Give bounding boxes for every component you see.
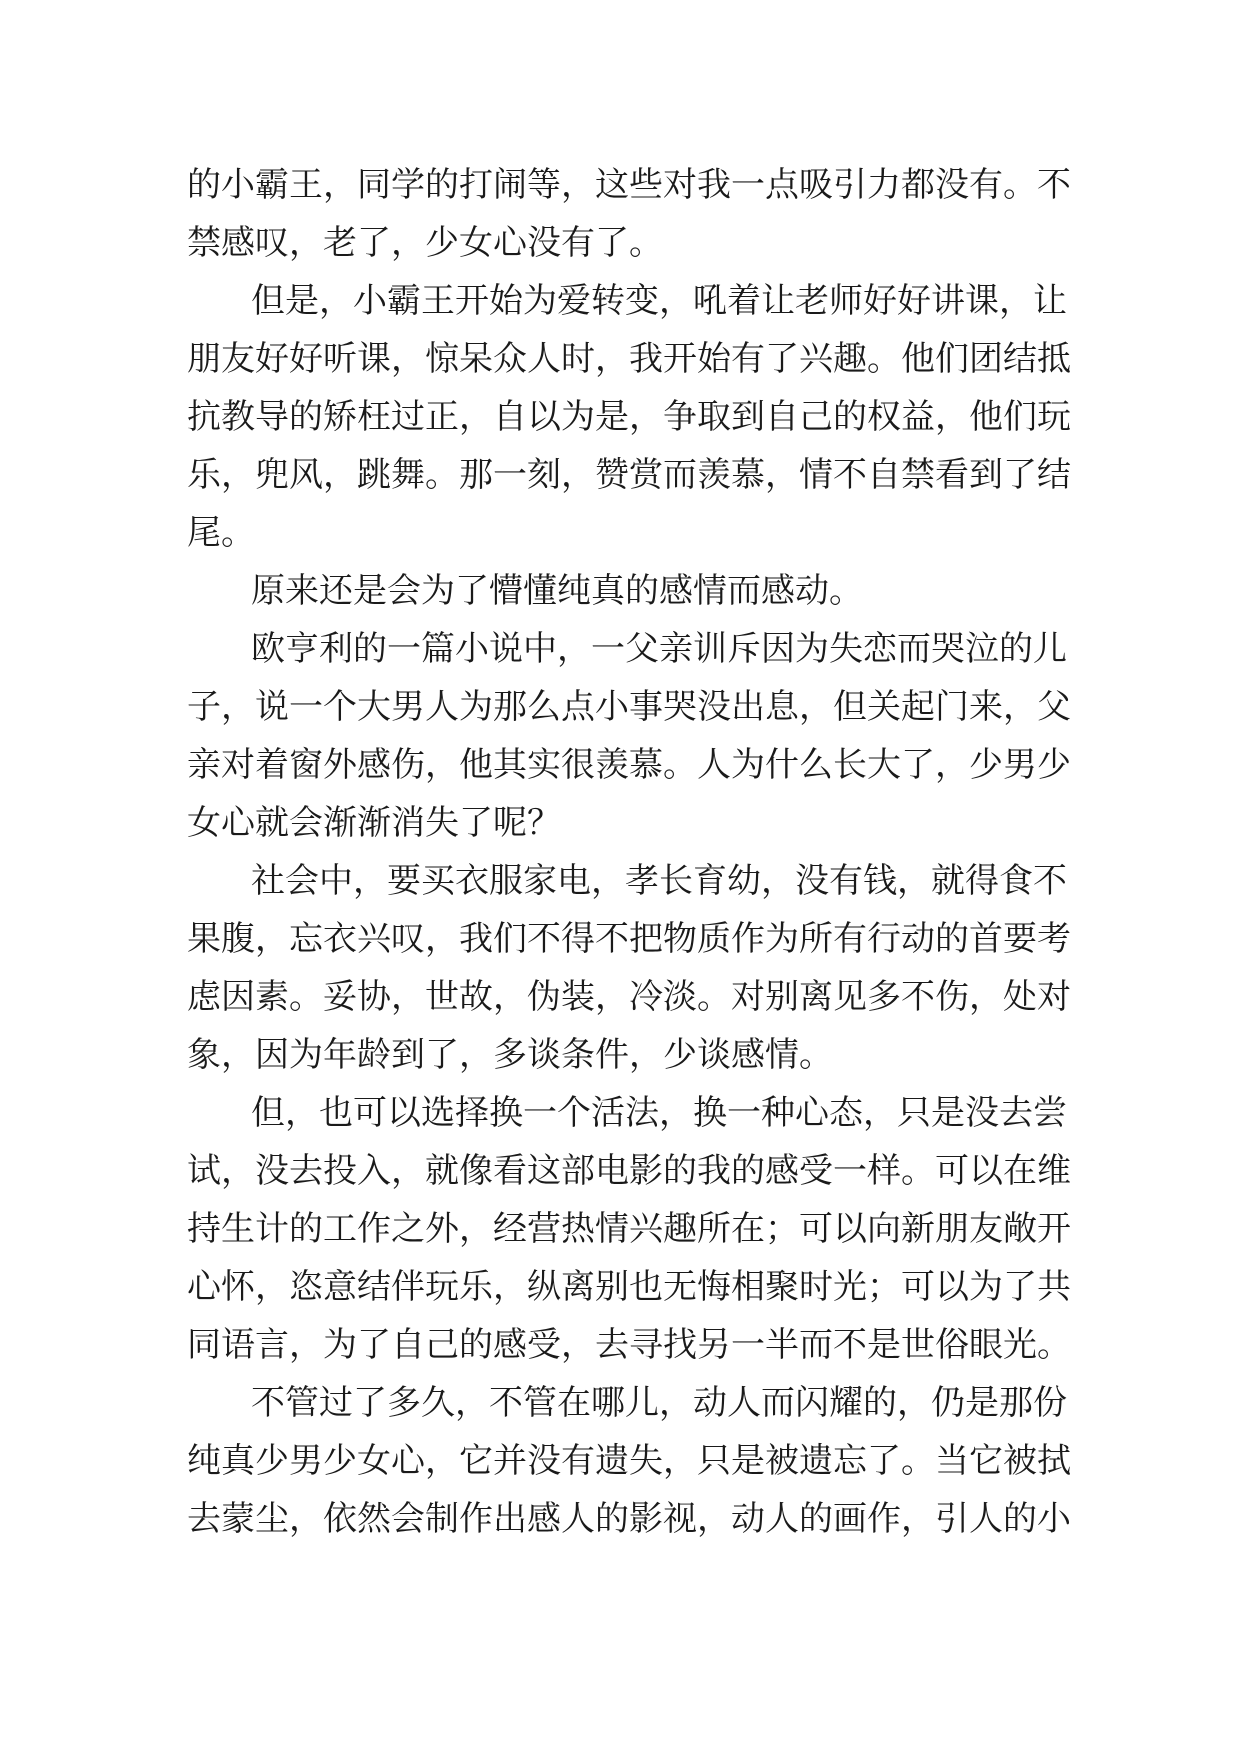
text-line: 果腹，忘衣兴叹，我们不得不把物质作为所有行动的首要考	[187, 919, 1071, 959]
text-line: 去蒙尘，依然会制作出感人的影视，动人的画作，引人的小	[187, 1499, 1071, 1539]
text-line: 亲对着窗外感伤，他其实很羡慕。人为什么长大了，少男少	[187, 745, 1071, 785]
paragraph	[187, 272, 1071, 562]
text-line: 抗教导的矫枉过正，自以为是，争取到自己的权益，他们玩	[187, 397, 1071, 437]
paragraph	[187, 1374, 1071, 1548]
paragraph	[187, 620, 1071, 852]
text-line: 社会中，要买衣服家电，孝长育幼，没有钱，就得食不	[251, 861, 1067, 901]
paragraph	[187, 156, 1071, 272]
text-line: 试，没去投入，就像看这部电影的我的感受一样。可以在维	[187, 1151, 1071, 1191]
text-line: 但是，小霸王开始为爱转变，吼着让老师好好讲课，让	[251, 281, 1067, 321]
text-line: 欧亨利的一篇小说中，一父亲训斥因为失恋而哭泣的儿	[251, 629, 1067, 669]
text-line: 纯真少男少女心，它并没有遗失，只是被遗忘了。当它被拭	[187, 1441, 1071, 1481]
text-line: 原来还是会为了懵懂纯真的感情而感动。	[251, 571, 863, 611]
text-line: 心怀，恣意结伴玩乐，纵离别也无悔相聚时光；可以为了共	[187, 1267, 1071, 1307]
text-line: 不管过了多久，不管在哪儿，动人而闪耀的，仍是那份	[251, 1383, 1067, 1423]
text-line: 子，说一个大男人为那么点小事哭没出息，但关起门来，父	[187, 687, 1071, 727]
paragraph	[187, 1084, 1071, 1374]
text-line: 但，也可以选择换一个活法，换一种心态，只是没去尝	[251, 1093, 1067, 1133]
text-line: 乐，兜风，跳舞。那一刻，赞赏而羡慕，情不自禁看到了结	[187, 455, 1071, 495]
text-line: 持生计的工作之外，经营热情兴趣所在；可以向新朋友敞开	[187, 1209, 1071, 1249]
text-line: 尾。	[187, 513, 255, 553]
text-line: 朋友好好听课，惊呆众人时，我开始有了兴趣。他们团结抵	[187, 339, 1071, 379]
text-line: 同语言，为了自己的感受，去寻找另一半而不是世俗眼光。	[187, 1325, 1071, 1365]
text-line: 女心就会渐渐消失了呢？	[187, 803, 561, 843]
body-text	[187, 156, 1071, 1548]
text-line: 虑因素。妥协，世故，伪装，冷淡。对别离见多不伤，处对	[187, 977, 1071, 1017]
text-line: 象，因为年龄到了，多谈条件，少谈感情。	[187, 1035, 833, 1075]
paragraph	[187, 562, 1067, 620]
text-line: 禁感叹，老了，少女心没有了。	[187, 223, 663, 263]
paragraph	[187, 852, 1071, 1084]
text-line: 的小霸王，同学的打闹等，这些对我一点吸引力都没有。不	[187, 165, 1071, 205]
